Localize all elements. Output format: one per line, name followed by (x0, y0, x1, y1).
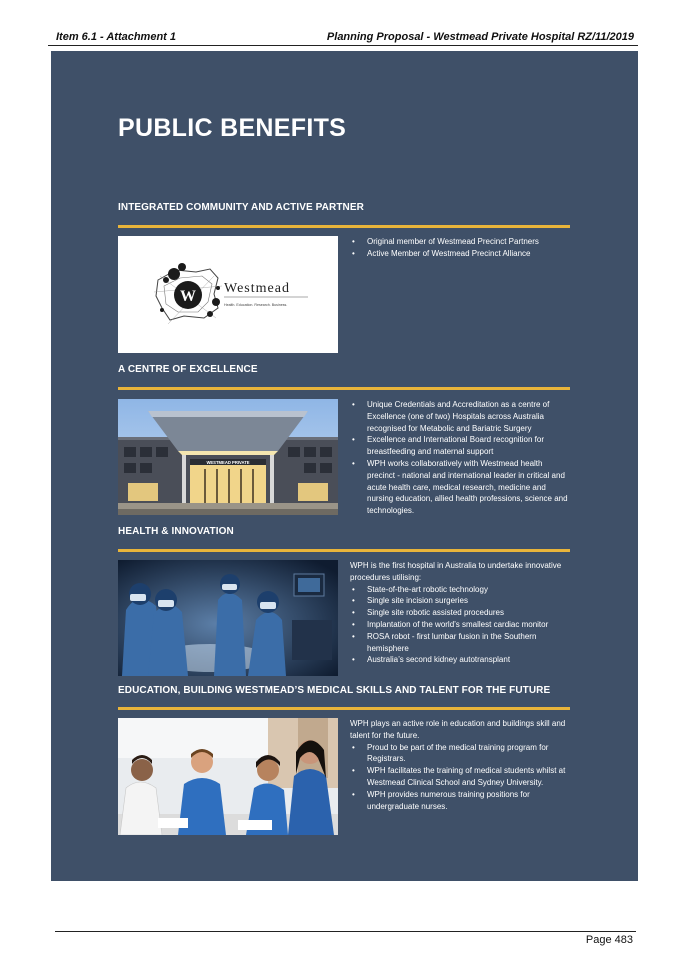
svg-text:W: W (180, 288, 196, 305)
list-item: • WPH works collaboratively with Westmead health precinct - national and international leader in critical and acute health care, medical research, medicine and nursing education, allied health professions, science and technologies. (350, 458, 570, 517)
list-item: • Excellence and International Board recognition for breastfeeding and maternal support (350, 434, 570, 458)
hospital-building-photo (118, 399, 338, 515)
header-attachment-label: Item 6.1 - Attachment 1 (56, 31, 177, 43)
list-item: • Implantation of the world’s smallest cardiac monitor (350, 619, 570, 631)
logo-tagline: Health. Education. Research. Business. (224, 303, 288, 307)
section-divider-education (118, 707, 570, 710)
list-item: • Single site incision surgeries (350, 595, 570, 607)
section-heading-innovation: HEALTH & INNOVATION (118, 526, 234, 537)
section-community-text (350, 236, 570, 260)
list-item: • State-of-the-art robotic technology (350, 584, 570, 596)
section-heading-education: EDUCATION, BUILDING WESTMEAD’S MEDICAL SKILLS AND TALENT FOR THE FUTURE (118, 685, 551, 696)
section-divider-excellence (118, 387, 570, 390)
section-divider-community (118, 225, 570, 228)
list-item: • Proud to be part of the medical training program for Registrars. (350, 742, 570, 766)
section-heading-excellence: A CENTRE OF EXCELLENCE (118, 364, 258, 375)
section-excellence-text (350, 399, 570, 517)
list-item: • Active Member of Westmead Precinct Alliance (350, 248, 570, 260)
page-title: PUBLIC BENEFITS (118, 114, 347, 142)
section-intro: WPH plays an active role in education and buildings skill and talent for the future. (350, 719, 566, 740)
section-innovation-text (350, 560, 570, 666)
list-item: • Australia’s second kidney autotransplant (350, 654, 570, 666)
section-education-text (350, 718, 570, 812)
logo-brand-name: Westmead (224, 281, 290, 296)
medical-students-photo (118, 718, 338, 835)
surgery-team-photo (118, 560, 338, 676)
section-heading-community: INTEGRATED COMMUNITY AND ACTIVE PARTNER (118, 202, 364, 213)
westmead-logo-image (118, 236, 338, 353)
list-item: • WPH provides numerous training positions for undergraduate nurses. (350, 789, 570, 813)
footer-divider (55, 931, 636, 932)
list-item: • Single site robotic assisted procedures (350, 607, 570, 619)
page-number: Page 483 (585, 934, 633, 946)
header-divider (48, 45, 638, 46)
list-item: • ROSA robot - first lumbar fusion in the Southern hemisphere (350, 631, 570, 655)
section-intro: WPH is the first hospital in Australia to undertake innovative procedures utilising: (350, 561, 562, 582)
building-sign: WESTMEAD PRIVATE (206, 460, 250, 465)
list-item: • WPH facilitates the training of medical students whilst at Westmead Clinical School and Sydney University. (350, 765, 570, 789)
section-divider-innovation (118, 549, 570, 552)
header-document-title: Planning Proposal - Westmead Private Hospital RZ/11/2019 (326, 31, 634, 43)
list-item: • Original member of Westmead Precinct Partners (350, 236, 570, 248)
list-item: • Unique Credentials and Accreditation as a centre of Excellence (one of two) Hospitals across Australia recognised for Metabolic and Bariatric Surgery (350, 399, 570, 434)
